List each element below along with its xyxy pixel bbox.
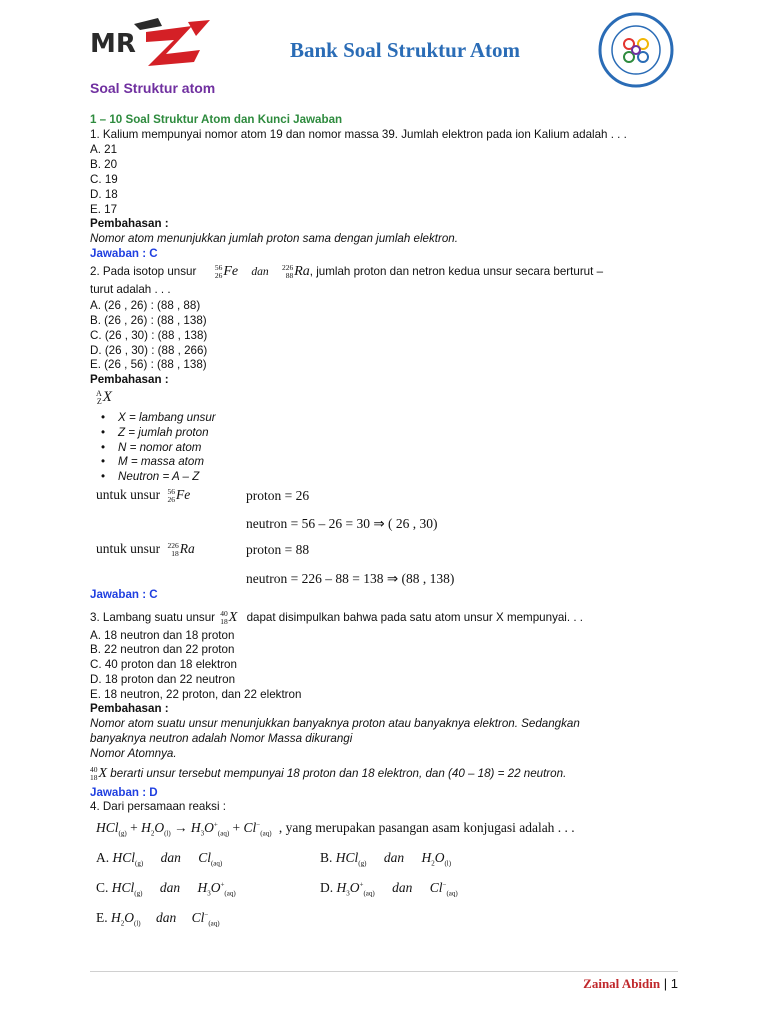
mrz-logo <box>88 14 212 68</box>
q1-answer: Jawaban : C <box>90 247 158 260</box>
q3-option-e: E. 18 neutron, 22 proton, dan 22 elektron <box>90 688 302 701</box>
page-footer <box>583 976 678 992</box>
q3-option-d: D. 18 proton dan 22 neutron <box>90 673 236 686</box>
question-1: 1. Kalium mempunyai nomor atom 19 dan nomor massa 39. Jumlah elektron pada ion Kalium adalah . . . <box>90 128 627 141</box>
q1-option-d: D. 18 <box>90 188 118 201</box>
question-4: 4. Dari persamaan reaksi : <box>90 800 226 813</box>
section-title: Soal Struktur atom <box>90 80 216 96</box>
q4-option-c: C. HCl$_{(g)}$ dan $H_3O^+_{(aq)}$ <box>96 880 236 898</box>
q4-option-a: A. HCl$_{(g)}$ dan $Cl_{(aq)}$ <box>96 850 223 868</box>
calc-fe-proton: proton = 26 <box>246 488 310 503</box>
q2-pembahasan-label: Pembahasan : <box>90 373 169 386</box>
q4-option-d: D. $H_3O^+_{(aq)}$ dan $Cl^-_{(aq)}$ <box>320 880 458 898</box>
bullet-item: • X = lambang unsur <box>118 411 216 426</box>
page-title: Bank Soal Struktur Atom <box>289 38 521 62</box>
q2-suffix: , jumlah proton dan netron kedua unsur secara berturut – <box>309 265 604 279</box>
nuclide-notation: A Z X <box>96 389 112 406</box>
q2-dan: dan <box>251 265 269 279</box>
q3-option-c: C. 40 proton dan 18 elektron <box>90 658 237 671</box>
author-name: Zainal Abidin <box>583 976 661 991</box>
ra-isotope-numbers: 226 88 <box>281 263 294 280</box>
bullet-item: • Z = jumlah proton <box>118 426 209 441</box>
q2-option-e: E. (26 , 56) : (88 , 138) <box>90 358 207 371</box>
q3-pembahasan-label: Pembahasan : <box>90 702 169 715</box>
q1-explanation: Nomor atom menunjukkan jumlah proton sama dengan jumlah elektron. <box>90 232 458 245</box>
q4-option-b: B. HCl$_{(g)}$ dan $H_2O_{(l)}$ <box>320 850 452 868</box>
q3-answer: Jawaban : D <box>90 786 158 799</box>
q3-option-a: A. 18 neutron dan 18 proton <box>90 629 235 642</box>
ministry-seal <box>598 12 674 88</box>
q3-explanation-2: banyaknya neutron adalah Nomor Massa dikurangi <box>90 732 353 745</box>
calc-ra-neutron: neutron = 226 – 88 = 138 ⇒ (88 , 138) <box>246 571 455 586</box>
section-heading: 1 – 10 Soal Struktur Atom dan Kunci Jawaban <box>90 113 343 126</box>
q1-option-e: E. 17 <box>90 203 118 216</box>
q2-prefix: 2. Pada isotop unsur <box>90 265 197 279</box>
q1-option-c: C. 19 <box>90 173 118 186</box>
q3-explanation-1: Nomor atom suatu unsur menunjukkan banyaknya proton atau banyaknya elektron. Sedangkan <box>90 717 580 730</box>
question-2 <box>90 264 603 280</box>
q3-explanation-3: Nomor Atomnya. <box>90 747 177 760</box>
footer-divider <box>90 971 678 972</box>
q2-option-b: B. (26 , 26) : (88 , 138) <box>90 314 207 327</box>
ra-symbol: Ra <box>294 264 310 280</box>
bullet-item: • N = nomor atom <box>118 441 201 456</box>
calc-fe-neutron: neutron = 56 – 26 = 30 ⇒ ( 26 , 30) <box>246 516 438 531</box>
q1-pembahasan-label: Pembahasan : <box>90 217 169 230</box>
calc-ra-proton: proton = 88 <box>246 542 310 557</box>
bullet-item: • Neutron = A – Z <box>118 470 199 485</box>
q1-option-b: B. 20 <box>90 158 118 171</box>
calc-fe-label: untuk unsur 56 26 Fe <box>96 486 191 504</box>
q4-option-e: E. $H_2O_{(l)}$ dan $Cl^-_{(aq)}$ <box>96 910 220 928</box>
q2-answer: Jawaban : C <box>90 588 158 601</box>
q2-option-c: C. (26 , 30) : (88 , 138) <box>90 329 208 342</box>
q2-option-d: D. (26 , 30) : (88 , 266) <box>90 344 208 357</box>
fe-isotope-numbers: 56 26 <box>214 263 223 280</box>
question-3: 3. Lambang suatu unsur 40 18 X dapat disimpulkan bahwa pada satu atom unsur X mempunyai. . . <box>90 609 583 626</box>
q2-suffix-line2: turut adalah . . . <box>90 283 171 296</box>
calc-ra-label: untuk unsur 226 18 Ra <box>96 540 195 558</box>
q2-option-a: A. (26 , 26) : (88 , 88) <box>90 299 201 312</box>
page-number: 1 <box>670 976 678 991</box>
bullet-item: • M = massa atom <box>118 455 204 470</box>
q3-option-b: B. 22 neutron dan 22 proton <box>90 643 235 656</box>
q3-conclusion: 40 18 X berarti unsur tersebut mempunyai 18 proton dan 18 elektron, dan (40 – 18) = 22 neutron. <box>90 765 567 782</box>
footer-separator: | <box>663 976 668 991</box>
svg-text:MR: MR <box>90 29 136 59</box>
q1-option-a: A. 21 <box>90 143 118 156</box>
reaction-equation: $HCl_{(g)} + H_2O_{(l)} \to H_3O^+_{(aq)} + Cl^-_{(aq)}$ , yang merupakan pasangan asam konjugasi adalah . . . <box>96 820 575 838</box>
fe-symbol: Fe <box>223 264 239 280</box>
